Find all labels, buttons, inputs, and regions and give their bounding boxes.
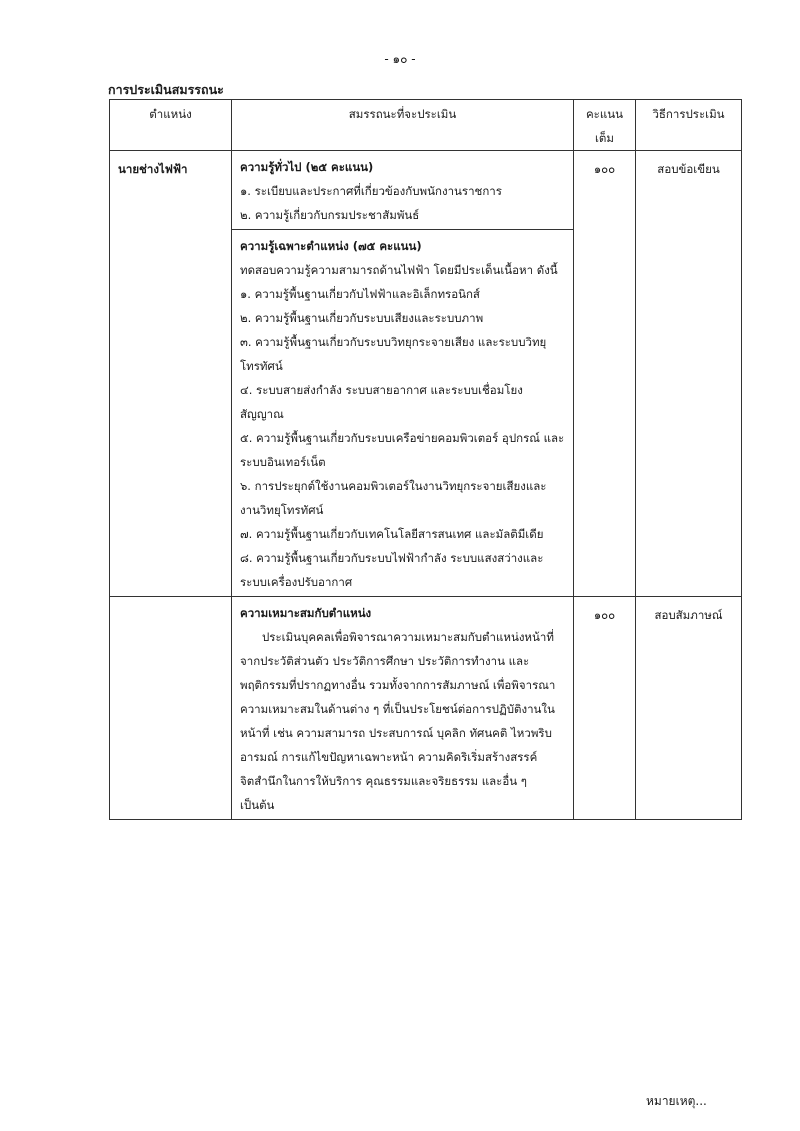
written-method: สอบข้อเขียน [636, 151, 742, 597]
suitability-title: ความเหมาะสมกับตำแหน่ง [240, 606, 372, 620]
specific-item-2: ๒. ความรู้พื้นฐานเกี่ยวกับระบบเสียงและระบบภาพ [240, 311, 484, 325]
specific-knowledge-cell [232, 230, 574, 597]
written-score: ๑๐๐ [574, 151, 636, 597]
specific-item-3: ๓. ความรู้พื้นฐานเกี่ยวกับระบบวิทยุกระจายเสียง และระบบวิทยุโทรทัศน์ [240, 335, 547, 373]
general-knowledge-title: ความรู้ทั่วไป (๒๕ คะแนน) [240, 160, 374, 174]
general-item-1: ๑. ระเบียบและประกาศที่เกี่ยวข้องกับพนักงานราชการ [240, 184, 502, 198]
position-empty-cell [110, 597, 232, 820]
footer-note: หมายเหตุ... [646, 1094, 707, 1108]
header-score: คะแนน เต็ม [574, 100, 636, 151]
general-item-2: ๒. ความรู้เกี่ยวกับกรมประชาสัมพันธ์ [240, 208, 420, 222]
specific-item-8: ๘. ความรู้พื้นฐานเกี่ยวกับระบบไฟฟ้ากำลัง ระบบแสงสว่างและระบบเครื่องปรับอากาศ [240, 551, 544, 589]
specific-item-7: ๗. ความรู้พื้นฐานเกี่ยวกับเทคโนโลยีสารสนเทศ และมัลติมีเดีย [240, 527, 544, 541]
suitability-body: ประเมินบุคคลเพื่อพิจารณาความเหมาะสมกับตำแหน่งหน้าที่จากประวัติส่วนตัว ประวัติการศึกษา ประวัติการทำงาน และพฤติกรรมที่ปรากฏทางอื่น รวมทั้งจากการสัมภาษณ์ เพื่อพิจารณาความเหมาะสมในด้านต่าง ๆ ที่เป็นประโยชน์ต่อการปฏิบัติงานในหน้าที่ เช่น ความสามารถ ประสบการณ์ บุคลิก ทัศนคติ ไหวพริบ อารมณ์ การแก้ไขปัญหาเฉพาะหน้า ความคิดริเริ่มสร้างสรรค์ จิตสำนึกในการให้บริการ คุณธรรมและจริยธรรม และอื่น ๆ เป็นต้น [240, 630, 556, 812]
specific-knowledge-title: ความรู้เฉพาะตำแหน่ง (๗๕ คะแนน) [240, 239, 422, 253]
specific-item-1: ๑. ความรู้พื้นฐานเกี่ยวกับไฟฟ้าและอิเล็กทรอนิกส์ [240, 287, 480, 301]
interview-score: ๑๐๐ [574, 597, 636, 820]
header-competency: สมรรถนะที่จะประเมิน [232, 100, 574, 151]
interview-method: สอบสัมภาษณ์ [636, 597, 742, 820]
section-title: การประเมินสมรรถนะ [108, 82, 224, 97]
position-name: นายช่างไฟฟ้า [110, 151, 232, 597]
suitability-cell [232, 597, 574, 820]
page-number: - ๑๐ - [384, 52, 416, 66]
header-position: ตำแหน่ง [110, 100, 232, 151]
specific-item-5: ๕. ความรู้พื้นฐานเกี่ยวกับระบบเครือข่ายคอมพิวเตอร์ อุปกรณ์ และระบบอินเทอร์เน็ต [240, 431, 565, 469]
specific-item-4: ๔. ระบบสายส่งกำลัง ระบบสายอากาศ และระบบเชื่อมโยงสัญญาณ [240, 383, 523, 421]
specific-item-6: ๖. การประยุกต์ใช้งานคอมพิวเตอร์ในงานวิทยุกระจายเสียงและงานวิทยุโทรทัศน์ [240, 479, 547, 517]
table-row-suitability [110, 597, 742, 820]
general-knowledge-cell [232, 151, 574, 230]
header-method: วิธีการประเมิน [636, 100, 742, 151]
competency-table [109, 99, 742, 820]
table-row-general [110, 151, 742, 230]
specific-intro: ทดสอบความรู้ความสามารถด้านไฟฟ้า โดยมีประเด็นเนื้อหา ดังนี้ [240, 263, 558, 277]
table-header-row [110, 100, 742, 151]
